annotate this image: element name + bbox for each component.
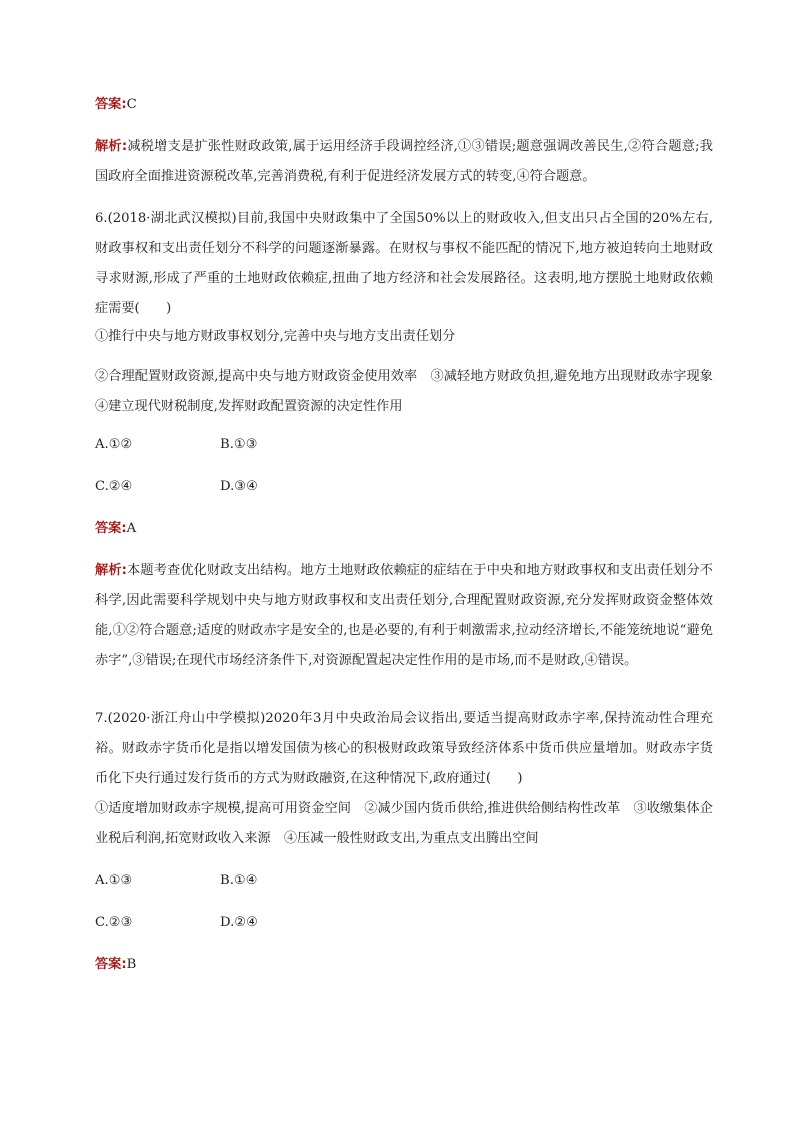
answer-value: A (126, 521, 137, 536)
option-c: C.②③ (95, 915, 133, 930)
question-6-statement-1: ①推行中央与地方财政事权划分,完善中央与地方支出责任划分 (95, 329, 456, 344)
analysis-q5 (95, 132, 713, 192)
option-d: D.③④ (220, 479, 258, 494)
question-7-options-row-2 (95, 908, 713, 938)
question-6-options-row-2 (95, 472, 713, 502)
analysis-q6 (95, 556, 713, 676)
answer-value: C (126, 97, 137, 112)
question-6-options-row-1 (95, 430, 713, 460)
option-b: B.①④ (220, 873, 258, 888)
option-c: C.②④ (95, 479, 133, 494)
analysis-text: 减税增支是扩张性财政政策,属于运用经济手段调控经济,①③错误;题意强调改善民生,②符合题意;我国政府全面推进资源税改革,完善消费税,有利于促进经济发展方式的转变,④符合题意。 (95, 139, 713, 184)
answer-label: 答案: (95, 521, 127, 536)
analysis-label: 解析: (95, 139, 128, 154)
question-7-statements: ①适度增加财政赤字规模,提高可用资金空间 ②减少国内货币供给,推进供给侧结构性改革 ③收缴集体企业税后利润,拓宽财政收入来源 ④压减一般性财政支出,为重点支出腾出空间 (95, 801, 713, 846)
answer-value: B (126, 957, 137, 972)
answer-q7 (95, 950, 713, 980)
answer-q5 (95, 90, 713, 120)
answer-label: 答案: (95, 957, 127, 972)
option-d: D.②④ (220, 915, 258, 930)
analysis-label: 解析: (95, 563, 127, 578)
option-a: A.①② (95, 437, 133, 452)
question-6-stem: 6.(2018·湖北武汉模拟)目前,我国中央财政集中了全国50%以上的财政收入,但支出只占全国的20%左右,财政事权和支出责任划分不科学的问题逐渐暴露。在财权与事权不能匹配的情况下,地方被迫转向土地财政寻求财源,形成了严重的土地财政依赖症,扭曲了地方经济和社会发展路径。这表明,地方摆脱土地财政依赖症需要( ) (95, 211, 713, 316)
analysis-text: 本题考查优化财政支出结构。地方土地财政依赖症的症结在于中央和地方财政事权和支出责任划分不科学,因此需要科学规划中央与地方财政事权和支出责任划分,合理配置财政资源,充分发挥财政资金整体效能,①②符合题意;适度的财政赤字是安全的,也是必要的,有利于刺激需求,拉动经济增长,不能笼统地说“避免赤字”,③错误;在现代市场经济条件下,对资源配置起决定性作用的是市场,而不是财政,④错误。 (95, 563, 713, 668)
answer-q6 (95, 514, 713, 544)
option-b: B.①③ (220, 437, 258, 452)
question-7-stem: 7.(2020·浙江舟山中学模拟)2020年3月中央政治局会议指出,要适当提高财政赤字率,保持流动性合理充裕。财政赤字货币化是指以增发国债为核心的积极财政政策导致经济体系中货币供应量增加。财政赤字货币化下央行通过发行货币的方式为财政融资,在这种情况下,政府通过( ) (95, 711, 713, 786)
option-a: A.①③ (95, 873, 133, 888)
question-6-statements-2-4: ②合理配置财政资源,提高中央与地方财政资金使用效率 ③减轻地方财政负担,避免地方出现财政赤字现象 ④建立现代财税制度,发挥财政配置资源的决定性作用 (95, 369, 727, 414)
question-7-options-row-1 (95, 866, 713, 896)
answer-label: 答案: (95, 97, 127, 112)
